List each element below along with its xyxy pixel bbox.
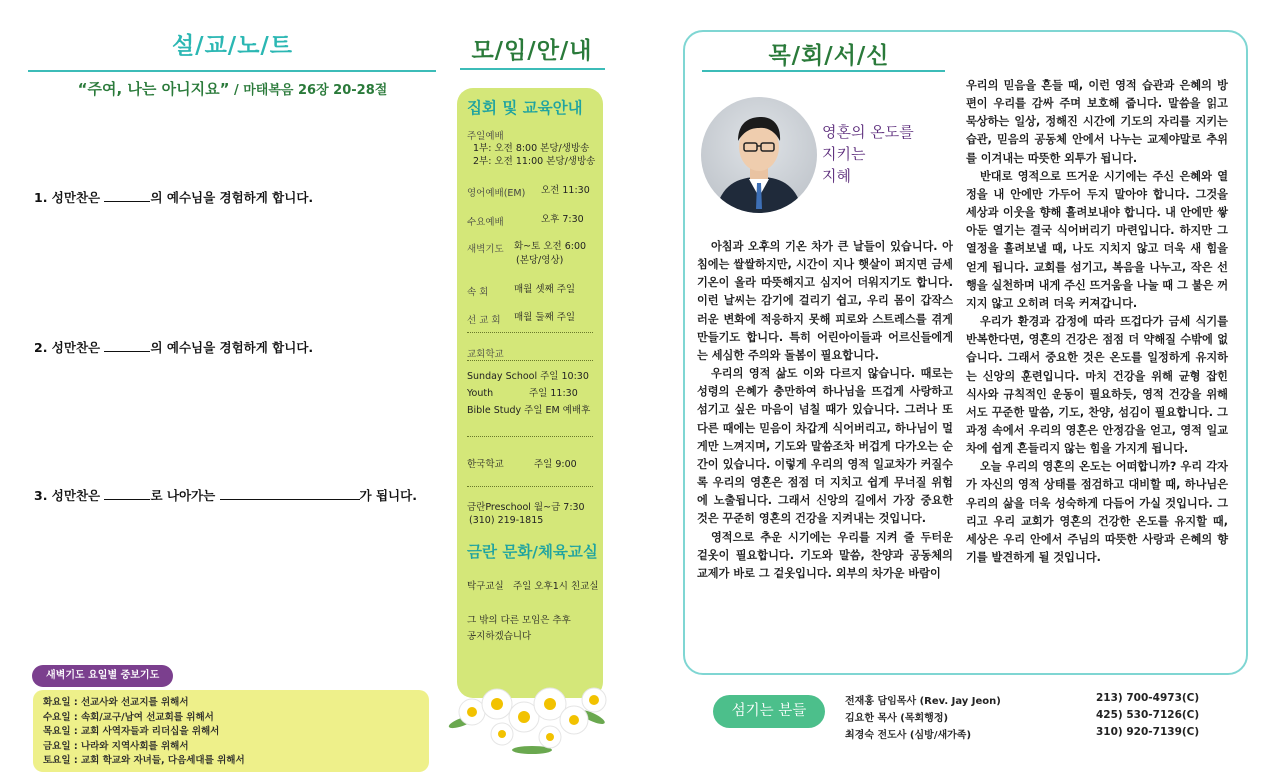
pingpong-class-label: 탁구교실	[467, 581, 504, 592]
english-service-label: 영어예배(EM)	[467, 188, 526, 199]
dawn-prayer-time: 화~토 오전 6:00	[514, 241, 587, 252]
youth-time: 주일 11:30	[529, 388, 578, 399]
notice-line-2: 공지하겠습니다	[467, 631, 532, 642]
prayer-line: 목요일 : 교회 사역자들과 리더십을 위해서	[43, 726, 220, 737]
culture-class-heading: 금란 문화/체육교실	[467, 543, 598, 561]
prayer-line: 수요일 : 속회/교구/남여 선교회를 위해서	[43, 711, 214, 723]
notice-line-1: 그 밖의 다른 모임은 추후	[467, 615, 571, 626]
staff-label: 섬기는 분들	[713, 695, 825, 728]
question-2-prefix: 2. 성만찬은	[34, 340, 105, 355]
staff-member-name: 김요한 목사 (목회행정)	[845, 713, 949, 724]
staff-member-phone: 310) 920-7139(C)	[1096, 726, 1200, 738]
dotted-divider	[467, 486, 593, 487]
preschool-time: 금란Preschool 월~금 7:30	[467, 502, 585, 513]
question-3-blank-1	[104, 488, 150, 500]
sermon-heading	[0, 78, 465, 99]
wednesday-service-time: 오후 7:30	[541, 214, 584, 225]
pingpong-class-time: 주일 오후1시 친교실	[513, 581, 599, 592]
letter-paragraph: 영적으로 추운 시기에는 우리를 지켜 줄 두터운 겉옷이 필요합니다. 기도와 말씀, 찬양과 공동체의 교제가 바로 그 겉옷입니다. 외부의 차가운 바람이	[697, 530, 953, 580]
sokhoe-time: 매월 셋째 주일	[514, 284, 576, 295]
pastor-letter-subtitle	[822, 121, 914, 187]
staff-member-name: 전재홍 담임목사 (Rev. Jay Jeon)	[845, 696, 1001, 707]
sermon-question-1	[34, 188, 313, 206]
question-3-blank-2	[220, 488, 360, 500]
youth-label: Youth	[467, 388, 494, 399]
staff-member-name: 최경숙 전도사 (심방/새가족)	[845, 730, 972, 741]
meetings-section-heading: 집회 및 교육안내	[467, 99, 583, 117]
letter-column-right	[966, 77, 1228, 567]
meetings-title-divider	[460, 68, 605, 70]
english-service-time: 오전 11:30	[541, 185, 590, 196]
sermon-title-divider	[28, 70, 436, 72]
letter-paragraph: 반대로 영적으로 뜨거운 시기에는 주신 은혜와 열정을 내 안에만 가두어 두지 말아야 합니다. 그것을 세상과 이웃을 향해 흘려보내야 합니다. 내 안에만 쌓아둔 열기는 결국 식어버리기 마련입니다. 하지만 그 열정을 흘려보낼 때, 나도 지치지 않고 더욱 새 힘을 얻게 됩니다. 교회를 섬기고, 복음을 나누고, 작은 선행을 실천하며 내게 주신 뜨거움을 나눌 때 그 불은 꺼지지 않고 오히려 더욱 커져갑니다.	[966, 169, 1229, 310]
prayer-schedule-label: 새벽기도 요일별 중보기도	[32, 665, 173, 687]
staff-member-phone: 425) 530-7126(C)	[1096, 709, 1200, 721]
letter-paragraph: 우리의 영적 삶도 이와 다르지 않습니다. 때로는 성령의 은혜가 충만하여 하나님을 뜨겁게 사랑하고 섬기고 싶은 마음이 넘칠 때가 있습니다. 그러나 또 다른 때에는 믿음이 차갑게 식어버리고, 하나님이 멀게만 느껴지며, 기도와 말씀조차 버겁게 다가오는 순간이 있습니다. 이렇게 우리의 영적 일교차가 커질수록 우리의 영혼은 점점 더 지치고 쉽게 무너질 위험에 노출됩니다. 그래서 신앙의 길에서 가장 중요한 것은 꾸준히 영혼의 건강을 지켜내는 것입니다.	[697, 367, 953, 526]
prayer-schedule-box	[33, 690, 429, 772]
subtitle-line-1: 영혼의 온도를	[822, 123, 914, 141]
prayer-line: 금요일 : 나라와 지역사회를 위해서	[43, 740, 189, 752]
dotted-divider	[467, 332, 593, 333]
prayer-line: 화요일 : 선교사와 선교지를 위해서	[43, 697, 189, 708]
pastor-letter-title: 목/회/서/신	[768, 43, 890, 69]
question-1-prefix: 1. 성만찬은	[34, 190, 105, 205]
letter-paragraph: 우리의 믿음을 흔들 때, 이런 영적 습관과 은혜의 방편이 우리를 감싸 주며 보호해 줍니다. 말씀을 읽고 묵상하는 일상, 정해진 시간에 기도의 자리를 지키는 습관, 믿음의 공동체 안에서 나누는 교제야말로 추위를 이겨내는 따뜻한 외투가 됩니다.	[966, 79, 1228, 165]
wednesday-service-label: 수요예배	[467, 217, 504, 228]
letter-title-divider	[702, 70, 945, 72]
preschool-phone: (310) 219-1815	[469, 515, 544, 526]
subtitle-line-2: 지키는	[822, 145, 866, 163]
question-1-blank	[104, 190, 150, 202]
sermon-question-2	[34, 338, 313, 356]
sermon-note-title: 설/교/노/트	[171, 33, 294, 59]
question-1-suffix: 의 예수님을 경험하게 합니다.	[150, 190, 314, 205]
letter-column-left	[697, 238, 953, 583]
question-2-blank	[104, 340, 150, 352]
meetings-panel	[457, 88, 603, 698]
sunday-service-1: 1부: 오전 8:00 본당/생방송	[473, 143, 590, 154]
subtitle-line-3: 지혜	[822, 167, 851, 185]
sunday-school-time: Sunday School 주일 10:30	[467, 371, 589, 382]
letter-paragraph: 오늘 우리의 영혼의 온도는 어떠합니까? 우리 각자가 자신의 영적 상태를 점검하고 대비할 때, 하나님은 우리의 삶을 더욱 성숙하게 다듬어 가실 것입니다. 그리고 우리 교회가 영혼의 건강한 온도를 유지할 때, 세상은 우리 안에서 주님의 따뜻한 사랑과 은혜의 향기를 발견하게 될 것입니다.	[966, 460, 1228, 565]
bible-study-time: Bible Study 주일 EM 예배후	[467, 405, 591, 416]
pastor-portrait-icon	[701, 97, 817, 213]
sermon-question-3	[34, 486, 417, 504]
korean-school-label: 한국학교	[467, 459, 504, 470]
korean-school-time: 주일 9:00	[534, 459, 577, 470]
sunday-service-label: 주일예배	[467, 131, 504, 142]
sermon-scripture-reference: / 마태복음 26장 20-28절	[229, 83, 388, 98]
question-2-suffix: 의 예수님을 경험하게 합니다.	[150, 340, 314, 355]
mission-society-time: 매월 둘째 주일	[514, 312, 576, 323]
sunday-service-2: 2부: 오전 11:00 본당/생방송	[473, 156, 596, 167]
meetings-title: 모/임/안/내	[471, 38, 593, 64]
daisy-flowers-decoration	[442, 682, 617, 757]
letter-paragraph: 아침과 오후의 기온 차가 큰 날들이 있습니다. 아침에는 쌀쌀하지만, 시간이 지나 햇살이 퍼지면 금세 기온이 올라 따뜻해지고 심지어 더워지기도 합니다. 이런 날씨는 감기에 걸리기 쉽고, 우리 몸이 갑작스러운 변화에 적응하지 못해 피로와 스트레스를 겪게 만들기도 합니다. 특히 어린아이들과 어르신들에게는 세심한 주의와 돌봄이 필요합니다.	[697, 240, 953, 362]
staff-member-phone: 213) 700-4973(C)	[1096, 692, 1200, 704]
dawn-prayer-place: (본당/영상)	[516, 255, 564, 266]
letter-paragraph: 우리가 환경과 감정에 따라 뜨겁다가 금세 식기를 반복한다면, 영혼의 건강은 점점 더 약해질 수밖에 없습니다. 그래서 중요한 것은 온도를 일정하게 유지하는 신앙의 훈련입니다. 마치 건강을 위해 균형 잡힌 식사와 규칙적인 운동이 필요하듯, 영적 건강을 위해서도 꾸준한 말씀, 기도, 찬양, 섬김이 필요합니다. 그 과정 속에서 우리의 영혼은 안정감을 얻고, 영적 일교차에 쉽게 흔들리지 않는 힘을 가지게 됩니다.	[966, 315, 1228, 456]
dawn-prayer-label: 새벽기도	[467, 244, 504, 255]
question-3-prefix: 3. 성만찬은	[34, 488, 105, 503]
question-3-suffix: 가 됩니다.	[359, 488, 417, 503]
sermon-heading-text: “주여, 나는 아니지요”	[77, 80, 230, 98]
pastor-photo	[701, 97, 817, 213]
prayer-line: 토요일 : 교회 학교와 자녀들, 다음세대를 위해서	[43, 755, 245, 766]
mission-society-label: 선 교 회	[467, 315, 501, 326]
dotted-divider	[467, 360, 593, 361]
church-school-label: 교회학교	[467, 349, 504, 360]
question-3-middle: 로 나아가는	[150, 488, 220, 503]
sokhoe-label: 속 회	[467, 287, 489, 298]
dotted-divider	[467, 436, 593, 437]
